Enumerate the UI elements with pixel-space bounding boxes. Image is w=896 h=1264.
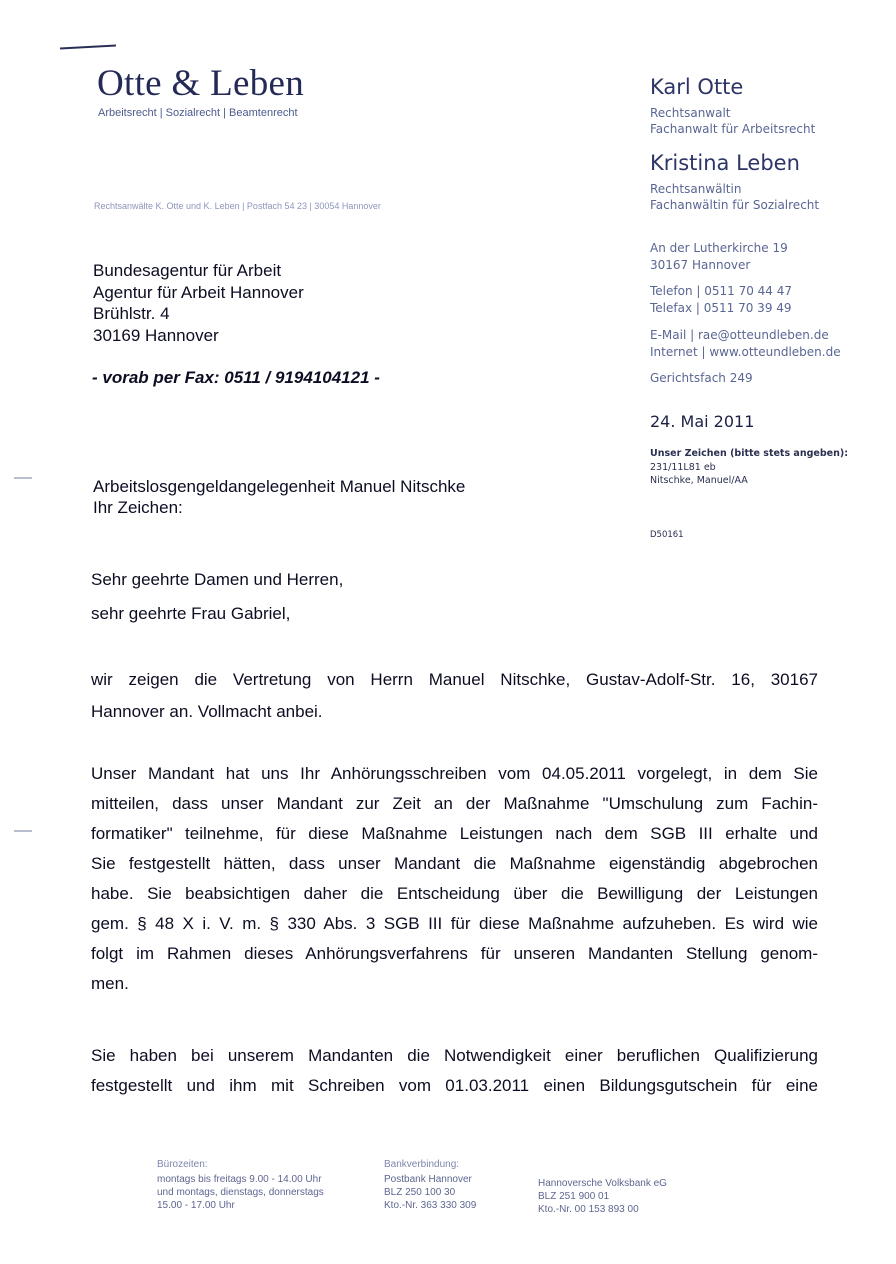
- footer-line: Hannoversche Volksbank eG: [538, 1178, 667, 1189]
- contact-court-box: Gerichtsfach 249: [650, 371, 753, 385]
- paragraph-line: wir zeigen die Vertretung von Herrn Manuel Nitschke, Gustav-Adolf-Str. 16, 30167: [91, 670, 818, 689]
- fold-mark: [14, 830, 32, 832]
- paragraph-line: gem. § 48 X i. V. m. § 330 Abs. 3 SGB III für diese Maßnahme aufzuheben. Es wird wie: [91, 914, 818, 933]
- paragraph-line: formatiker" teilnehme, für diese Maßnahme Leistungen nach dem SGB III erhalte und: [91, 824, 818, 843]
- contact-fax: Telefax | 0511 70 39 49: [650, 301, 792, 315]
- letter-date: 24. Mai 2011: [650, 412, 755, 431]
- subject-reference: Ihr Zeichen:: [93, 498, 183, 517]
- footer-label: Bürozeiten:: [157, 1159, 208, 1170]
- paragraph-line: Sie haben bei unserem Mandanten die Notwendigkeit einer beruflichen Qualifizierung: [91, 1046, 818, 1065]
- footer-line: Kto.-Nr. 00 153 893 00: [538, 1204, 639, 1215]
- footer-line: montags bis freitags 9.00 - 14.00 Uhr: [157, 1174, 322, 1185]
- subject-line: Arbeitslosgengeldangelegenheit Manuel Nitschke: [93, 477, 466, 496]
- footer-line: und montags, dienstags, donnerstags: [157, 1187, 324, 1198]
- paragraph-line: mitteilen, dass unser Mandant zur Zeit an der Maßnahme "Umschulung zum Fachin-: [91, 794, 818, 813]
- partner-block-leben: [650, 151, 819, 213]
- reference-number: 231/11L81 eb: [650, 462, 716, 473]
- footer-office-hours: [157, 1158, 324, 1212]
- footer-label: Bankverbindung:: [384, 1159, 460, 1170]
- partner-role: Rechtsanwalt: [650, 106, 731, 120]
- paragraph-line: habe. Sie beabsichtigen daher die Entscheidung über die Bewilligung der Leistungen: [91, 884, 818, 903]
- contact-email: E-Mail | rae@otteundleben.de: [650, 328, 829, 342]
- contact-phone: Telefon | 0511 70 44 47: [650, 284, 793, 298]
- reference-client: Nitschke, Manuel/AA: [650, 475, 748, 486]
- partner-role: Rechtsanwältin: [650, 182, 742, 196]
- fold-mark: [14, 477, 32, 479]
- paragraph-representation: [91, 670, 831, 730]
- address-line: 30169 Hannover: [93, 325, 219, 345]
- paragraph-qualification: [91, 1046, 831, 1106]
- partner-role: Fachanwältin für Sozialrecht: [650, 198, 820, 212]
- address-line: Brühlstr. 4: [93, 304, 170, 323]
- firm-logo-name: Otte & Leben: [97, 63, 305, 104]
- paragraph-line: festgestellt und ihm mit Schreiben vom 01.03.2011 einen Bildungsgutschein für eine: [91, 1076, 818, 1095]
- firm-tagline: Arbeitsrecht | Sozialrecht | Beamtenrecht: [98, 107, 298, 119]
- contact-street: An der Lutherkirche 19: [650, 241, 788, 255]
- footer-line: Postbank Hannover: [384, 1174, 472, 1185]
- paragraph-line: Unser Mandant hat uns Ihr Anhörungsschreiben vom 04.05.2011 vorgelegt, in dem Sie: [91, 764, 818, 783]
- sender-return-line: Rechtsanwälte K. Otte und K. Leben | Postfach 54 23 | 30054 Hannover: [94, 201, 381, 211]
- contact-web: Internet | www.otteundleben.de: [650, 345, 841, 359]
- paragraph-line: men.: [91, 974, 129, 993]
- partner-block-otte: [650, 75, 815, 137]
- paragraph-line: Sie festgestellt hätten, dass unser Mandant die Maßnahme eigenständig abgebrochen: [91, 854, 818, 873]
- footer-line: 15.00 - 17.00 Uhr: [157, 1200, 235, 1211]
- footer-bank-volksbank: [538, 1177, 667, 1216]
- partner-name: Kristina Leben: [650, 151, 800, 175]
- header-dash: [60, 45, 116, 50]
- paragraph-hearing: [91, 764, 831, 1014]
- contact-city: 30167 Hannover: [650, 258, 751, 272]
- paragraph-line: Hannover an. Vollmacht anbei.: [91, 702, 323, 721]
- address-line: Bundesagentur für Arbeit: [93, 261, 282, 280]
- reference-label: Unser Zeichen (bitte stets angeben):: [650, 448, 849, 459]
- salutation-line: Sehr geehrte Damen und Herren,: [91, 570, 344, 589]
- partner-role: Fachanwalt für Arbeitsrecht: [650, 122, 816, 136]
- footer-line: BLZ 251 900 01: [538, 1191, 610, 1202]
- paragraph-line: folgt im Rahmen dieses Anhörungsverfahrens für unseren Mandanten Stellung genom-: [91, 944, 818, 963]
- address-line: Agentur für Arbeit Hannover: [93, 282, 304, 302]
- fax-note: - vorab per Fax: 0511 / 9194104121 -: [92, 368, 380, 387]
- salutation-line: sehr geehrte Frau Gabriel,: [91, 604, 291, 623]
- footer-bank-postbank: [384, 1158, 476, 1212]
- footer-line: BLZ 250 100 30: [384, 1187, 456, 1198]
- partner-name: Karl Otte: [650, 75, 744, 99]
- recipient-address: [93, 260, 304, 346]
- footer-line: Kto.-Nr. 363 330 309: [384, 1200, 477, 1211]
- document-code: D50161: [650, 530, 684, 540]
